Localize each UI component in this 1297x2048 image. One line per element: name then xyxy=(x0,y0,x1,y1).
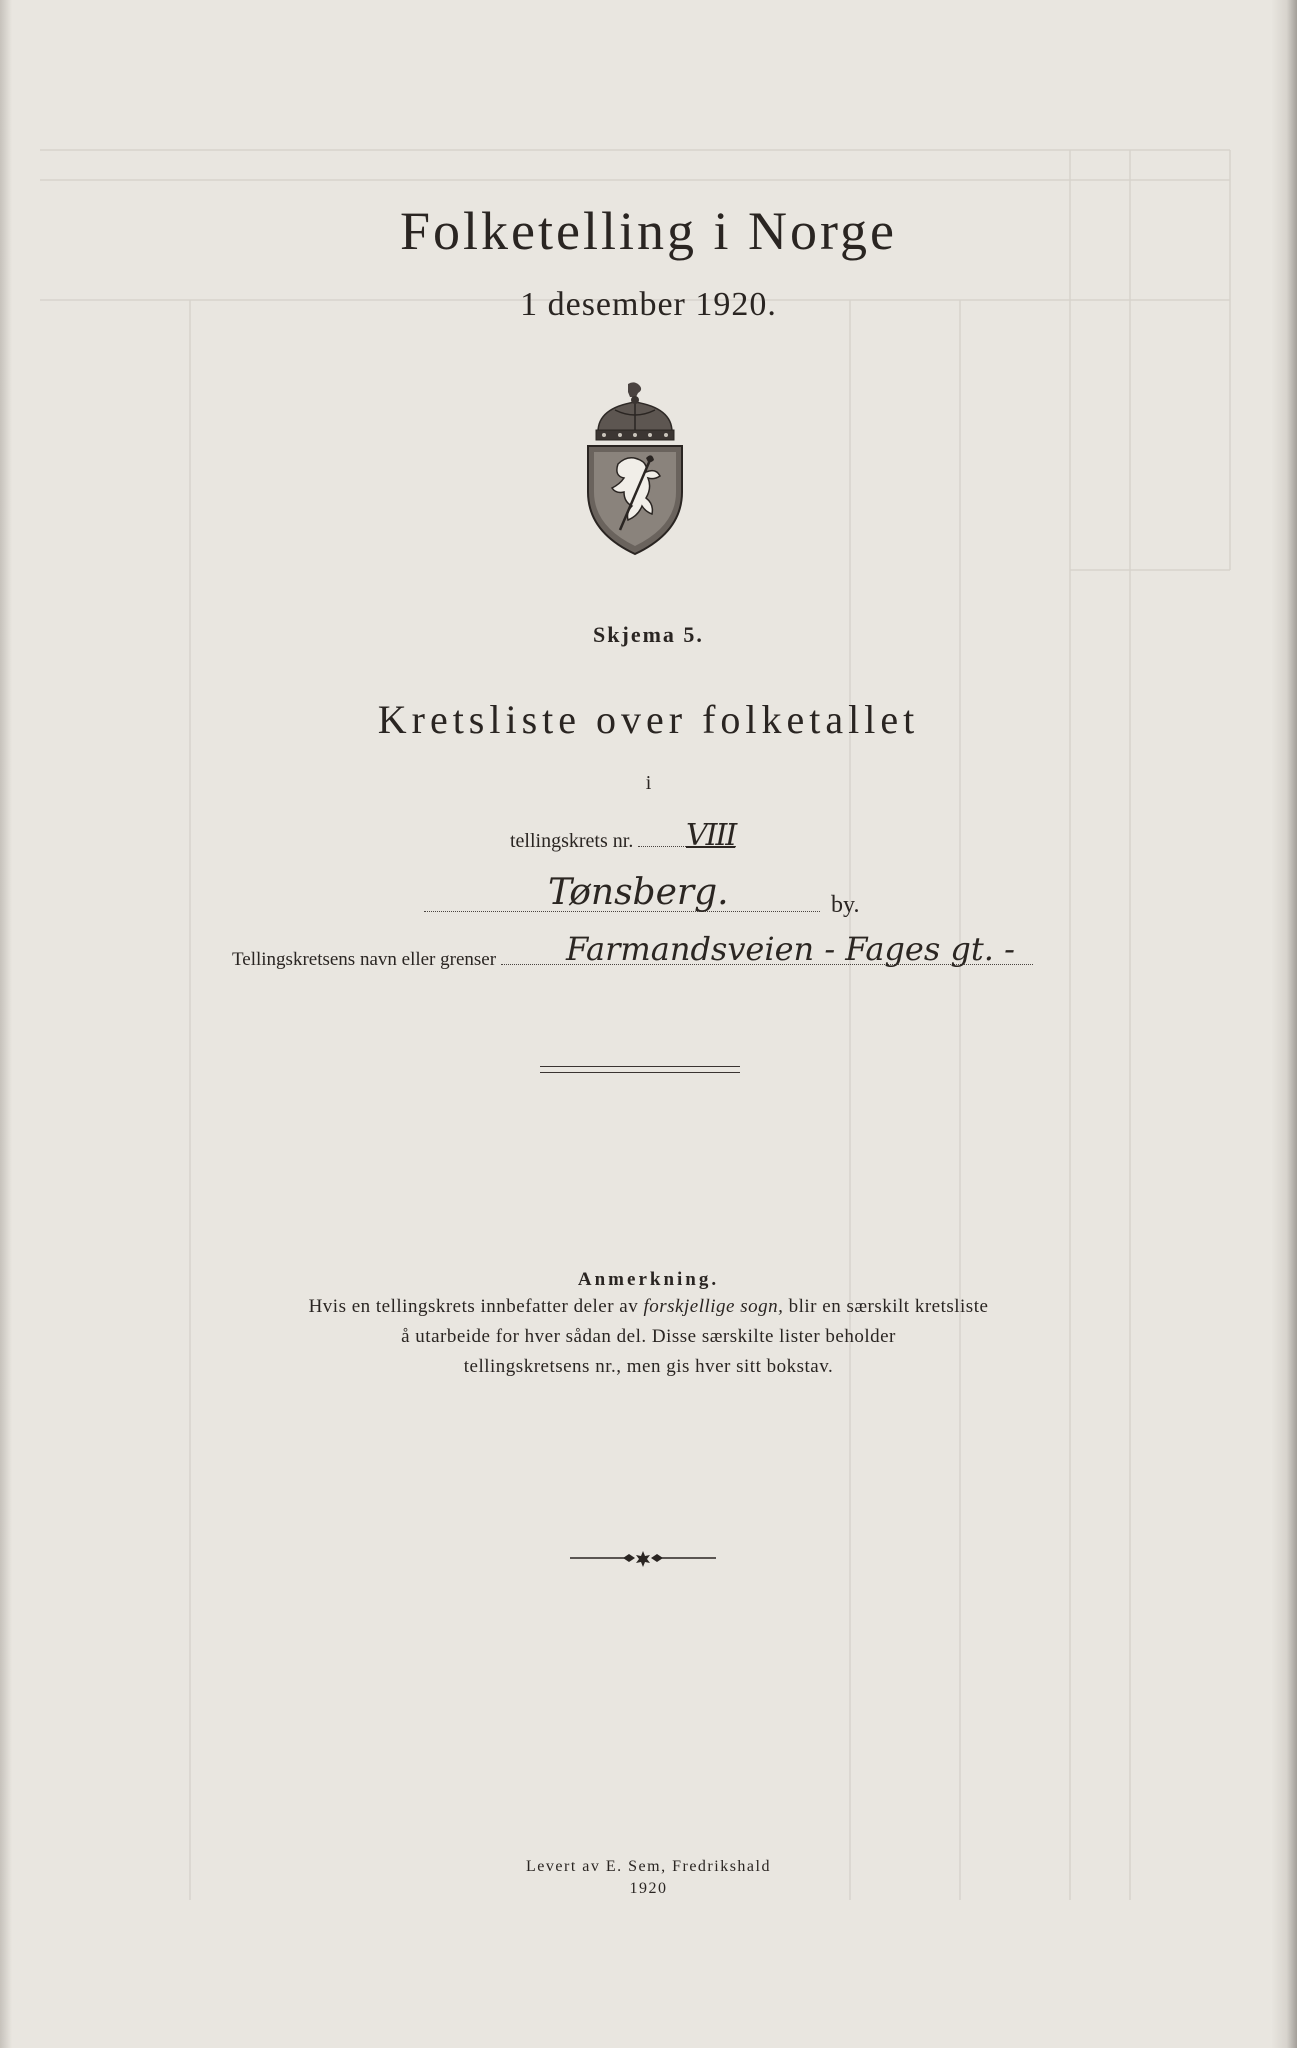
census-date: 1 desember 1920. xyxy=(520,286,777,323)
schema-number: Skjema 5. xyxy=(593,622,704,647)
note-line-1 xyxy=(0,1296,1297,1318)
printer-credit: Levert av E. Sem, Fredrikshald xyxy=(526,1858,771,1875)
section-divider xyxy=(540,1066,740,1073)
note-line-1-end: blir en særskilt kretsliste xyxy=(783,1296,989,1317)
note-line-3: tellingskretsens nr., men gis hver sitt bokstav. xyxy=(463,1356,834,1377)
town-suffix: by. xyxy=(831,892,860,918)
coat-of-arms-icon xyxy=(580,380,690,560)
page-title: Folketelling i Norge xyxy=(400,201,897,261)
note-title: Anmerkning. xyxy=(577,1269,720,1290)
note-line-1-start: Hvis en tellingskrets innbefatter deler av xyxy=(308,1296,644,1317)
district-number-handwritten: VIII xyxy=(686,818,736,853)
form-heading: Kretsliste over folketallet xyxy=(377,697,920,742)
town-handwritten: Tønsberg. xyxy=(548,872,729,913)
boundary-handwritten: Farmandsveien - Fages gt. - xyxy=(566,930,1015,968)
boundary-label: Tellingskretsens navn eller grenser xyxy=(232,949,497,970)
preposition-i: i xyxy=(645,772,652,794)
note-line-1-emphasis: forskjellige sogn, xyxy=(643,1296,784,1317)
printer-year: 1920 xyxy=(629,1880,668,1897)
note-line-2: å utarbeide for hver sådan del. Disse særskilte lister beholder xyxy=(401,1326,896,1347)
ornament-divider-icon xyxy=(568,1548,718,1568)
district-label: tellingskrets nr. xyxy=(510,830,634,852)
